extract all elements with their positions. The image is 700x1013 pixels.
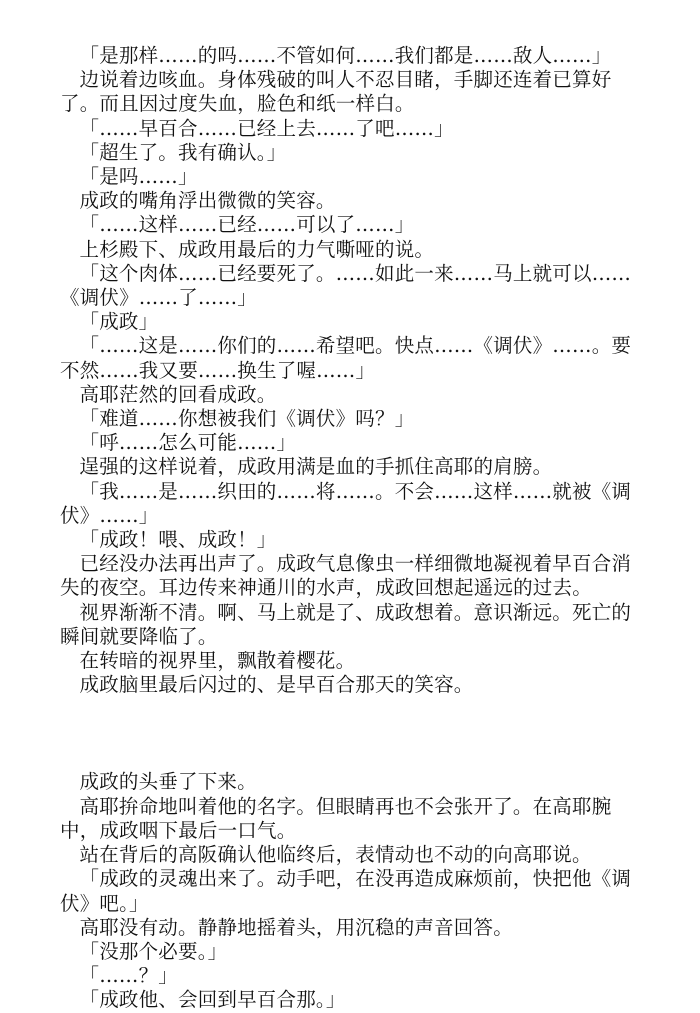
paragraph: 「是那样……的吗……不管如何……我们都是……敌人……」	[79, 44, 612, 67]
paragraph: 上杉殿下、成政用最后的力气嘶哑的说。	[79, 237, 435, 261]
paragraph: 「……这样……已经……可以了……」	[79, 213, 415, 237]
paragraph: 「难道……你想被我们《调伏》吗？」	[79, 407, 415, 431]
paragraph: 「成政他、会回到早百合那。」	[79, 988, 346, 1012]
paragraph: 成政的嘴角浮出微微的笑容。	[79, 189, 336, 213]
paragraph: 已经没办法再出声了。成政气息像虫一样细微地凝视着早百合消失的夜空。耳边传来神通川的水声，成政回想起遥远的过去。	[60, 552, 632, 600]
paragraph: 「成政的灵魂出来了。动手吧，在没再造成麻烦前，快把他《调伏》吧。」	[60, 867, 632, 915]
paragraph: 「……早百合……已经上去……了吧……」	[79, 116, 454, 140]
document-page	[60, 44, 640, 1013]
paragraph: 「我……是……织田的……将……。不会……这样……就被《调伏》……」	[60, 479, 632, 527]
paragraph: 高耶没有动。静静地摇着头，用沉稳的声音回答。	[79, 915, 513, 939]
paragraph: 「是吗……」	[79, 165, 198, 189]
paragraph: 成政脑里最后闪过的、是早百合那天的笑容。	[79, 673, 474, 697]
paragraph: 「……这是……你们的……希望吧。快点……《调伏》……。要不然……我又要……换生了喔……」	[60, 334, 632, 382]
paragraph: 「超生了。我有确认。」	[79, 140, 287, 164]
paragraph: 在转暗的视界里，飘散着樱花。	[79, 649, 356, 673]
paragraph: 边说着边咳血。身体残破的叫人不忍目睹，手脚还连着已算好了。而且因过度失血，脸色和纸一样白。	[60, 68, 612, 116]
paragraph: 「没那个必要。」	[79, 939, 228, 963]
paragraph: 高耶茫然的回看成政。	[79, 382, 277, 406]
paragraph: 「这个肉体……已经要死了。……如此一来……马上就可以……《调伏》……了……」	[60, 261, 632, 310]
section-break	[60, 697, 640, 770]
paragraph: 站在背后的高阪确认他临终后，表情动也不动的向高耶说。	[79, 843, 592, 867]
paragraph: 高耶拚命地叫着他的名字。但眼睛再也不会张开了。在高耶腕中，成政咽下最后一口气。	[60, 794, 612, 842]
paragraph: 「……？」	[79, 964, 179, 988]
paragraph: 成政的头垂了下来。	[79, 770, 257, 794]
paragraph: 「呼……怎么可能……」	[79, 431, 297, 455]
paragraph: 逞强的这样说着，成政用满是血的手抓住高耶的肩膀。	[79, 455, 553, 479]
paragraph: 视界渐渐不清。啊、马上就是了、成政想着。意识渐远。死亡的瞬间就要降临了。	[60, 600, 632, 648]
paragraph: 「成政」	[79, 310, 159, 334]
paragraph: 「成政！喂、成政！」	[79, 528, 277, 552]
